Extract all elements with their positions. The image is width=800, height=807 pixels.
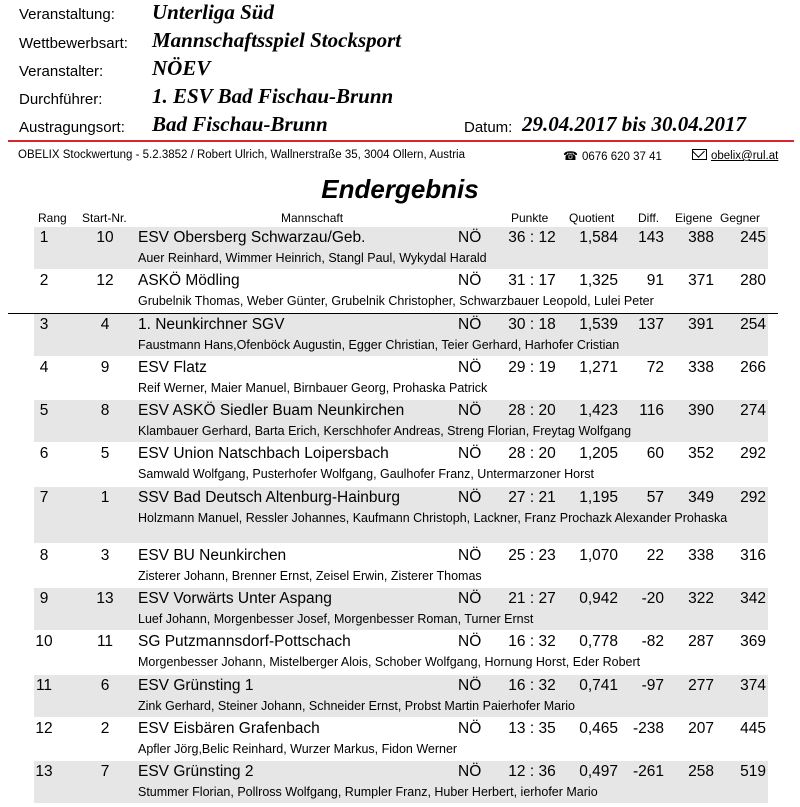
col-header-gegner: Gegner (720, 211, 761, 225)
cell-players: Samwald Wolfgang, Pusterhofer Wolfgang, Gaulhofer Franz, Untermarzoner Horst (138, 467, 594, 481)
datum-label: Datum: (464, 119, 513, 136)
cell-rang: 7 (39, 489, 49, 506)
cell-gegner: 342 (740, 590, 766, 607)
table-row (34, 761, 768, 803)
header-label: Austragungsort: (19, 119, 125, 136)
table-row (34, 357, 768, 399)
cell-start: 7 (100, 763, 110, 780)
header-label: Veranstaltung: (19, 6, 115, 23)
cell-team: ESV Grünsting 2 (138, 763, 254, 780)
email-contact[interactable] (692, 149, 778, 162)
cell-punkte: 12 : 36 (508, 763, 556, 780)
cell-rang: 9 (39, 590, 49, 607)
cell-rang: 6 (39, 445, 49, 462)
cell-players: Morgenbesser Johann, Mistelberger Alois, Schober Wolfgang, Hornung Horst, Eder Robert (138, 655, 641, 669)
cell-rang: 1 (39, 229, 49, 246)
cell-players: Reif Werner, Maier Manuel, Birnbauer Georg, Prohaska Patrick (138, 381, 488, 395)
cell-land: NÖ (458, 445, 482, 462)
cell-rang: 4 (39, 359, 49, 376)
cell-gegner: 519 (740, 763, 766, 780)
cell-diff: 137 (638, 316, 664, 333)
page-title: Endergebnis (321, 174, 479, 204)
cell-eigene: 258 (688, 763, 714, 780)
cell-punkte: 25 : 23 (508, 547, 556, 564)
cell-gegner: 316 (740, 547, 766, 564)
col-header-start: Start-Nr. (82, 211, 127, 225)
cell-punkte: 27 : 21 (508, 489, 556, 506)
cell-diff: 91 (646, 272, 664, 289)
cell-start: 10 (96, 229, 114, 246)
cell-gegner: 254 (740, 316, 766, 333)
cell-eigene: 287 (688, 633, 714, 650)
cell-land: NÖ (458, 316, 482, 333)
cell-eigene: 322 (688, 590, 714, 607)
cell-eigene: 349 (688, 489, 714, 506)
table-row (34, 545, 768, 587)
email-link[interactable]: obelix@rul.at (711, 150, 779, 162)
cell-team: ESV Grünsting 1 (138, 677, 254, 694)
table-row (34, 588, 768, 630)
cell-players: Faustmann Hans,Ofenböck Augustin, Egger Christian, Teier Gerhard, Harhofer Cristian (138, 338, 620, 352)
cell-quotient: 0,778 (579, 633, 618, 650)
cell-quotient: 1,423 (579, 402, 618, 419)
cell-eigene: 388 (688, 229, 714, 246)
cell-punkte: 16 : 32 (508, 677, 556, 694)
cell-punkte: 31 : 17 (508, 272, 556, 289)
col-header-quotient: Quotient (569, 211, 615, 225)
cell-rang: 2 (39, 272, 49, 289)
cell-rang: 12 (35, 720, 53, 737)
mail-icon (692, 149, 707, 160)
software-credit: OBELIX Stockwertung - 5.2.3852 / Robert Ulrich, Wallnerstraße 35, 3004 Ollern, Austria (18, 149, 466, 161)
cell-players: Klambauer Gerhard, Barta Erich, Kerschhofer Andreas, Streng Florian, Freytag Wolfgang (138, 424, 632, 438)
cell-eigene: 338 (688, 547, 714, 564)
cell-players: Apfler Jörg,Belic Reinhard, Wurzer Markus, Fidon Werner (138, 742, 458, 756)
cell-eigene: 207 (688, 720, 714, 737)
cell-eigene: 390 (688, 402, 714, 419)
cell-players: Zisterer Johann, Brenner Ernst, Zeisel Erwin, Zisterer Thomas (138, 569, 482, 583)
cell-team: ESV Eisbären Grafenbach (138, 720, 320, 737)
cell-players: Auer Reinhard, Wimmer Heinrich, Stangl Paul, Wykydal Harald (138, 251, 487, 265)
header-label: Veranstalter: (19, 63, 104, 80)
cell-players: Luef Johann, Morgenbesser Josef, Morgenbesser Roman, Turner Ernst (138, 612, 534, 626)
cell-punkte: 29 : 19 (508, 359, 556, 376)
cell-quotient: 1,205 (579, 445, 618, 462)
cell-rang: 10 (35, 633, 53, 650)
cell-team: ESV ASKÖ Siedler Buam Neunkirchen (138, 402, 405, 419)
datum-value: 29.04.2017 bis 30.04.2017 (522, 112, 747, 136)
cell-start: 8 (100, 402, 110, 419)
cell-gegner: 369 (740, 633, 766, 650)
header-value: 1. ESV Bad Fischau-Brunn (152, 84, 394, 108)
cell-start: 4 (100, 316, 110, 333)
cell-diff: 60 (646, 445, 664, 462)
cell-team: SG Putzmannsdorf-Pottschach (138, 633, 351, 650)
cell-quotient: 1,584 (579, 229, 618, 246)
cell-diff: -261 (632, 763, 664, 780)
header-divider (8, 140, 794, 142)
cell-quotient: 1,070 (579, 547, 618, 564)
phone-contact (563, 149, 662, 163)
cell-gegner: 274 (740, 402, 766, 419)
col-header-team: Mannschaft (281, 211, 344, 225)
cell-eigene: 277 (688, 677, 714, 694)
cell-start: 11 (96, 633, 114, 650)
table-row (34, 400, 768, 442)
cell-punkte: 30 : 18 (508, 316, 556, 333)
cell-land: NÖ (458, 272, 482, 289)
table-row (34, 631, 768, 673)
header-value: Mannschaftsspiel Stocksport (152, 28, 402, 52)
cell-team: SSV Bad Deutsch Altenburg-Hainburg (138, 489, 400, 506)
cell-punkte: 28 : 20 (508, 402, 556, 419)
col-header-diff: Diff. (638, 211, 660, 225)
cell-punkte: 13 : 35 (508, 720, 556, 737)
cell-rang: 13 (35, 763, 53, 780)
table-row (34, 443, 768, 485)
cell-punkte: 28 : 20 (508, 445, 556, 462)
cell-start: 1 (100, 489, 110, 506)
cell-start: 9 (100, 359, 110, 376)
col-header-eigene: Eigene (675, 211, 713, 225)
cell-quotient: 0,741 (579, 677, 618, 694)
cell-quotient: 1,195 (579, 489, 618, 506)
cell-diff: 143 (638, 229, 664, 246)
cell-team: 1. Neunkirchner SGV (138, 316, 285, 333)
cell-diff: 72 (646, 359, 664, 376)
cell-quotient: 1,271 (579, 359, 618, 376)
cell-quotient: 0,497 (579, 763, 618, 780)
cell-land: NÖ (458, 633, 482, 650)
cell-start: 2 (100, 720, 110, 737)
cell-diff: 57 (646, 489, 664, 506)
cell-land: NÖ (458, 590, 482, 607)
cell-start: 12 (96, 272, 114, 289)
phone-icon: ☎ (563, 149, 578, 163)
cell-players: Zink Gerhard, Steiner Johann, Schneider Ernst, Probst Martin Paierhofer Mario (138, 699, 576, 713)
cell-eigene: 391 (688, 316, 714, 333)
cell-land: NÖ (458, 402, 482, 419)
header-value: Bad Fischau-Brunn (152, 112, 328, 136)
cell-gegner: 445 (740, 720, 766, 737)
cell-land: NÖ (458, 720, 482, 737)
cell-quotient: 1,325 (579, 272, 618, 289)
cell-rang: 3 (39, 316, 49, 333)
cell-land: NÖ (458, 677, 482, 694)
cell-quotient: 0,942 (579, 590, 618, 607)
col-header-rang: Rang (38, 211, 67, 225)
cell-start: 5 (100, 445, 110, 462)
cell-land: NÖ (458, 229, 482, 246)
header-value: NÖEV (152, 56, 211, 80)
cell-gegner: 292 (740, 445, 766, 462)
table-row (34, 487, 768, 543)
cell-diff: -97 (641, 677, 664, 694)
cell-diff: 22 (646, 547, 664, 564)
cell-players: Holzmann Manuel, Ressler Johannes, Kaufmann Christoph, Lackner, Franz Prochazk Alexander Prohaska (138, 511, 728, 525)
cell-land: NÖ (458, 489, 482, 506)
cell-team: ESV Union Natschbach Loipersbach (138, 445, 389, 462)
cell-land: NÖ (458, 359, 482, 376)
cell-rang: 11 (35, 677, 53, 694)
cell-start: 13 (96, 590, 114, 607)
cell-land: NÖ (458, 763, 482, 780)
cell-quotient: 0,465 (579, 720, 618, 737)
cell-land: NÖ (458, 547, 482, 564)
cell-rang: 8 (39, 547, 49, 564)
cell-players: Stummer Florian, Pollross Wolfgang, Rumpler Franz, Huber Herbert, ierhofer Mario (138, 785, 598, 799)
table-row (34, 314, 768, 356)
cell-eigene: 371 (688, 272, 714, 289)
cell-eigene: 352 (688, 445, 714, 462)
cell-team: ESV Vorwärts Unter Aspang (138, 590, 332, 607)
cell-rang: 5 (39, 402, 49, 419)
cell-punkte: 16 : 32 (508, 633, 556, 650)
cell-quotient: 1,539 (579, 316, 618, 333)
cell-diff: -238 (632, 720, 664, 737)
cell-diff: -82 (641, 633, 664, 650)
cell-punkte: 21 : 27 (508, 590, 556, 607)
header-label: Wettbewerbsart: (19, 35, 128, 52)
cell-gegner: 245 (740, 229, 766, 246)
col-header-punkte: Punkte (511, 211, 549, 225)
header-value: Unterliga Süd (152, 0, 274, 24)
cell-gegner: 280 (740, 272, 766, 289)
table-row (34, 718, 768, 760)
cell-players: Grubelnik Thomas, Weber Günter, Grubelnik Christopher, Schwarzbauer Leopold, Lulei Peter (138, 294, 654, 308)
cell-start: 6 (100, 677, 110, 694)
cell-diff: -20 (641, 590, 664, 607)
cell-team: ESV Flatz (138, 359, 207, 376)
cell-team: ESV Obersberg Schwarzau/Geb. (138, 229, 366, 246)
table-row (34, 270, 768, 312)
cell-gegner: 266 (740, 359, 766, 376)
cell-eigene: 338 (688, 359, 714, 376)
cell-team: ESV BU Neunkirchen (138, 547, 287, 564)
header-label: Durchführer: (19, 91, 103, 108)
cell-punkte: 36 : 12 (508, 229, 556, 246)
table-row (34, 675, 768, 717)
cell-team: ASKÖ Mödling (138, 272, 240, 289)
phone-number: 0676 620 37 41 (581, 151, 662, 163)
cell-diff: 116 (639, 402, 664, 419)
cell-gegner: 292 (740, 489, 766, 506)
table-row (34, 227, 768, 269)
cell-gegner: 374 (740, 677, 766, 694)
cell-start: 3 (100, 547, 110, 564)
